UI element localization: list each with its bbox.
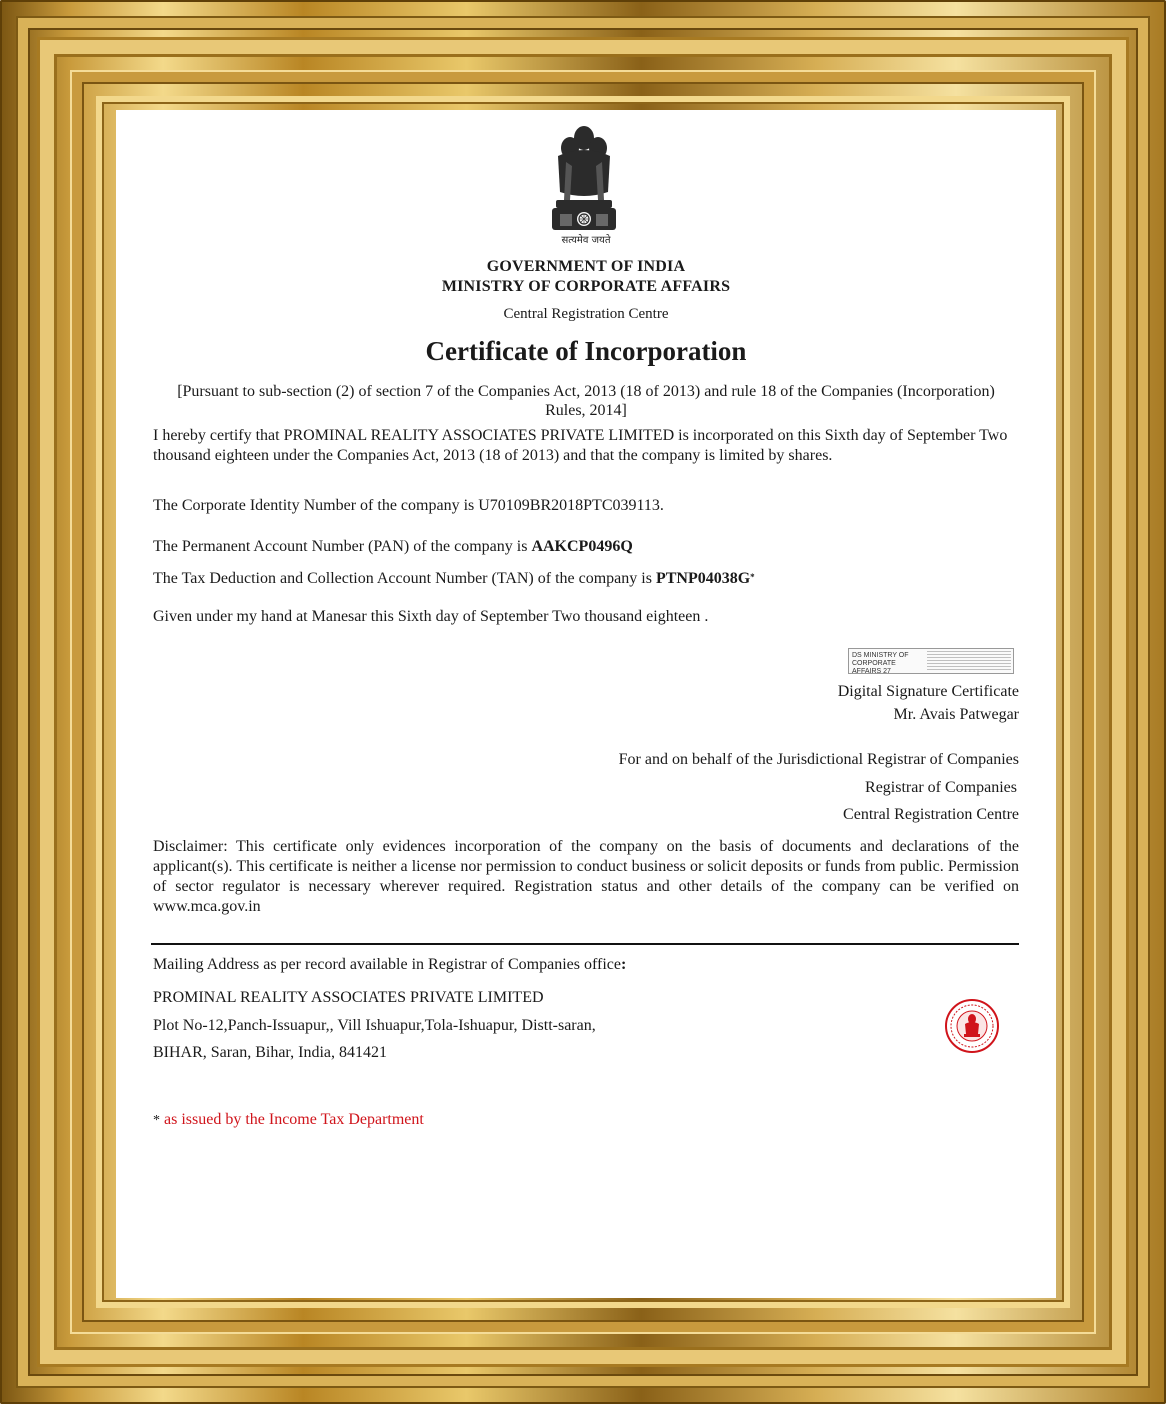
registration-centre: Central Registration Centre [503, 306, 669, 322]
mailing-address-line2: BIHAR, Saran, Bihar, India, 841421 [153, 1044, 387, 1061]
section-divider [151, 943, 1019, 945]
government-heading: GOVERNMENT OF INDIA [486, 258, 686, 275]
ministry-seal-icon [944, 998, 1000, 1054]
registrar-line: Registrar of Companies [865, 779, 1017, 796]
tan-value: PTNP04038G [655, 570, 751, 587]
digital-signature-fine-print [927, 651, 1011, 671]
disclaimer: Disclaimer: This certificate only evidences incorporation of the company on the basis of documents and declarations of the applicant(s). This certificate is neither a license nor permission to conduct business or solicit deposits or funds from public. Permission of sector regulator is necessary wherever required. Registration status and other details of the company can be verified on www.mca.gov.in [153, 838, 1019, 915]
pan-value: AAKCP0496Q [531, 538, 633, 555]
footnote [153, 1111, 424, 1129]
tan-asterisk: * [750, 572, 755, 582]
pan-label: The Permanent Account Number (PAN) of the company is [153, 538, 532, 555]
signer-name: Mr. Avais Patwegar [893, 706, 1019, 723]
digital-signature-stamp [848, 648, 1014, 674]
footnote-text: as issued by the Income Tax Department [160, 1111, 424, 1128]
national-emblem-icon [542, 122, 626, 250]
mailing-address-line1: Plot No-12,Panch-Issuapur,, Vill Ishuapur,Tola-Ishuapur, Distt-saran, [153, 1017, 596, 1034]
mailing-company-name: PROMINAL REALITY ASSOCIATES PRIVATE LIMITED [153, 989, 544, 1006]
pan-statement [153, 537, 1019, 557]
given-statement: Given under my hand at Manesar this Sixth day of September Two thousand eighteen . [153, 608, 709, 625]
digital-signature-stamp-text: DS MINISTRY OF CORPORATE AFFAIRS 27 [852, 652, 909, 675]
certification-statement: I hereby certify that PROMINAL REALITY ASSOCIATES PRIVATE LIMITED is incorporated on this Sixth day of September Two thousand eighteen under the Companies Act, 2013 (18 of 2013) and that the company is limited by shares. [153, 427, 1008, 464]
cin-statement: The Corporate Identity Number of the company is U70109BR2018PTC039113. [153, 497, 664, 514]
signature-centre-line: Central Registration Centre [843, 806, 1019, 823]
certificate-paper [116, 110, 1056, 1298]
tan-label: The Tax Deduction and Collection Account Number (TAN) of the company is [153, 570, 656, 587]
mailing-heading-text: Mailing Address as per record available in Registrar of Companies office [153, 956, 622, 973]
mailing-heading [153, 955, 1019, 975]
behalf-line: For and on behalf of the Jurisdictional Registrar of Companies [618, 751, 1019, 768]
ministry-heading: MINISTRY OF CORPORATE AFFAIRS [441, 278, 731, 295]
footnote-asterisk: * [153, 1113, 160, 1128]
emblem-motto: सत्यमेव जयते [561, 235, 611, 246]
mailing-heading-colon: : [621, 956, 627, 973]
certificate-title: Certificate of Incorporation [425, 336, 747, 366]
digital-signature-label: Digital Signature Certificate [837, 683, 1019, 700]
pursuant-clause: [Pursuant to sub-section (2) of section 7 of the Companies Act, 2013 (18 of 2013) and rule 18 of the Companies (Incorporation) Rules, 2014] [177, 383, 995, 419]
tan-statement [153, 569, 1019, 589]
